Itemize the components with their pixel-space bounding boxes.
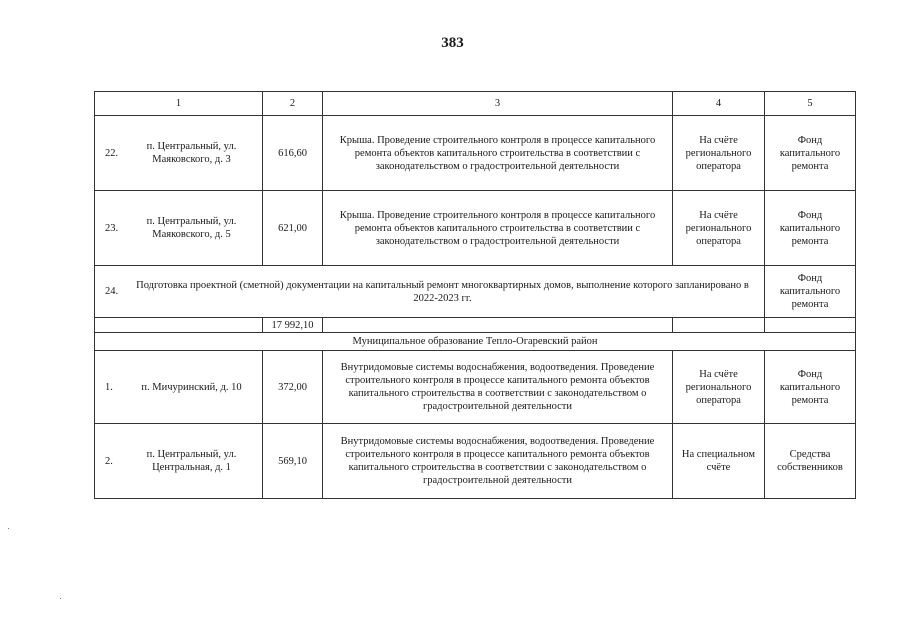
table-row [95,351,856,424]
table-row [95,191,856,266]
page-number: 383 [441,35,464,51]
municipality-row [95,333,856,351]
row-work: Крыша. Проведение строительного контроля в процессе капитального ремонта объектов капитального строительства в соответствии с законодательством о градостроительной деятельности [323,191,673,266]
row-address: п. Центральный, ул. Центральная, д. 1 [146,449,237,473]
header-col-5: 5 [765,92,856,116]
row-account: На счёте регионального оператора [673,351,765,424]
table-row [95,424,856,499]
row-account: На специальном счёте [673,424,765,499]
row-source: Фонд капитального ремонта [765,116,856,191]
table-row [95,116,856,191]
row-work: Внутридомовые системы водоснабжения, водоотведения. Проведение строительного контроля в процессе капитального ремонта объектов капитального строительства в соответствии с законодательством о градостроительной деятельности [323,424,673,499]
row-area: 621,00 [263,191,323,266]
total-row [95,318,856,333]
header-col-4: 4 [673,92,765,116]
row-source: Фонд капитального ремонта [765,266,856,318]
row-number: 1. [105,381,113,393]
row-address: п. Центральный, ул. Маяковского, д. 5 [146,216,237,240]
row-source: Фонд капитального ремонта [765,351,856,424]
row-source: Фонд капитального ремонта [765,191,856,266]
table-row-24 [95,266,856,318]
row-account: На счёте регионального оператора [673,191,765,266]
row-work: Крыша. Проведение строительного контроля в процессе капитального ремонта объектов капитального строительства в соответствии с законодательством о градостроительной деятельности [323,116,673,191]
scan-speck [8,528,9,529]
row-source: Средства собственников [765,424,856,499]
row-number: 22. [105,147,119,159]
row-address: п. Центральный, ул. Маяковского, д. 3 [146,141,237,165]
row-number: 2. [105,455,113,467]
row-number: 24. [105,286,119,297]
header-col-3: 3 [323,92,673,116]
row-account: На счёте регионального оператора [673,116,765,191]
row-work: Подготовка проектной (сметной) документации на капитальный ремонт многоквартирных домов, выполнение которого запланировано в 2022-2023 гг. [136,279,749,304]
header-col-1: 1 [95,92,263,116]
total-area: 17 992,10 [263,318,323,333]
municipality-title: Муниципальное образование Тепло-Огаревский район [95,333,856,351]
row-address: п. Мичуринский, д. 10 [141,381,242,393]
header-row [95,92,856,116]
repair-plan-table [94,91,856,499]
row-number: 23. [105,222,119,234]
row-area: 569,10 [263,424,323,499]
row-work: Внутридомовые системы водоснабжения, водоотведения. Проведение строительного контроля в процессе капитального ремонта объектов капитального строительства в соответствии с законодательством о градостроительной деятельности [323,351,673,424]
scan-speck [60,598,61,599]
row-area: 616,60 [263,116,323,191]
header-col-2: 2 [263,92,323,116]
row-area: 372,00 [263,351,323,424]
